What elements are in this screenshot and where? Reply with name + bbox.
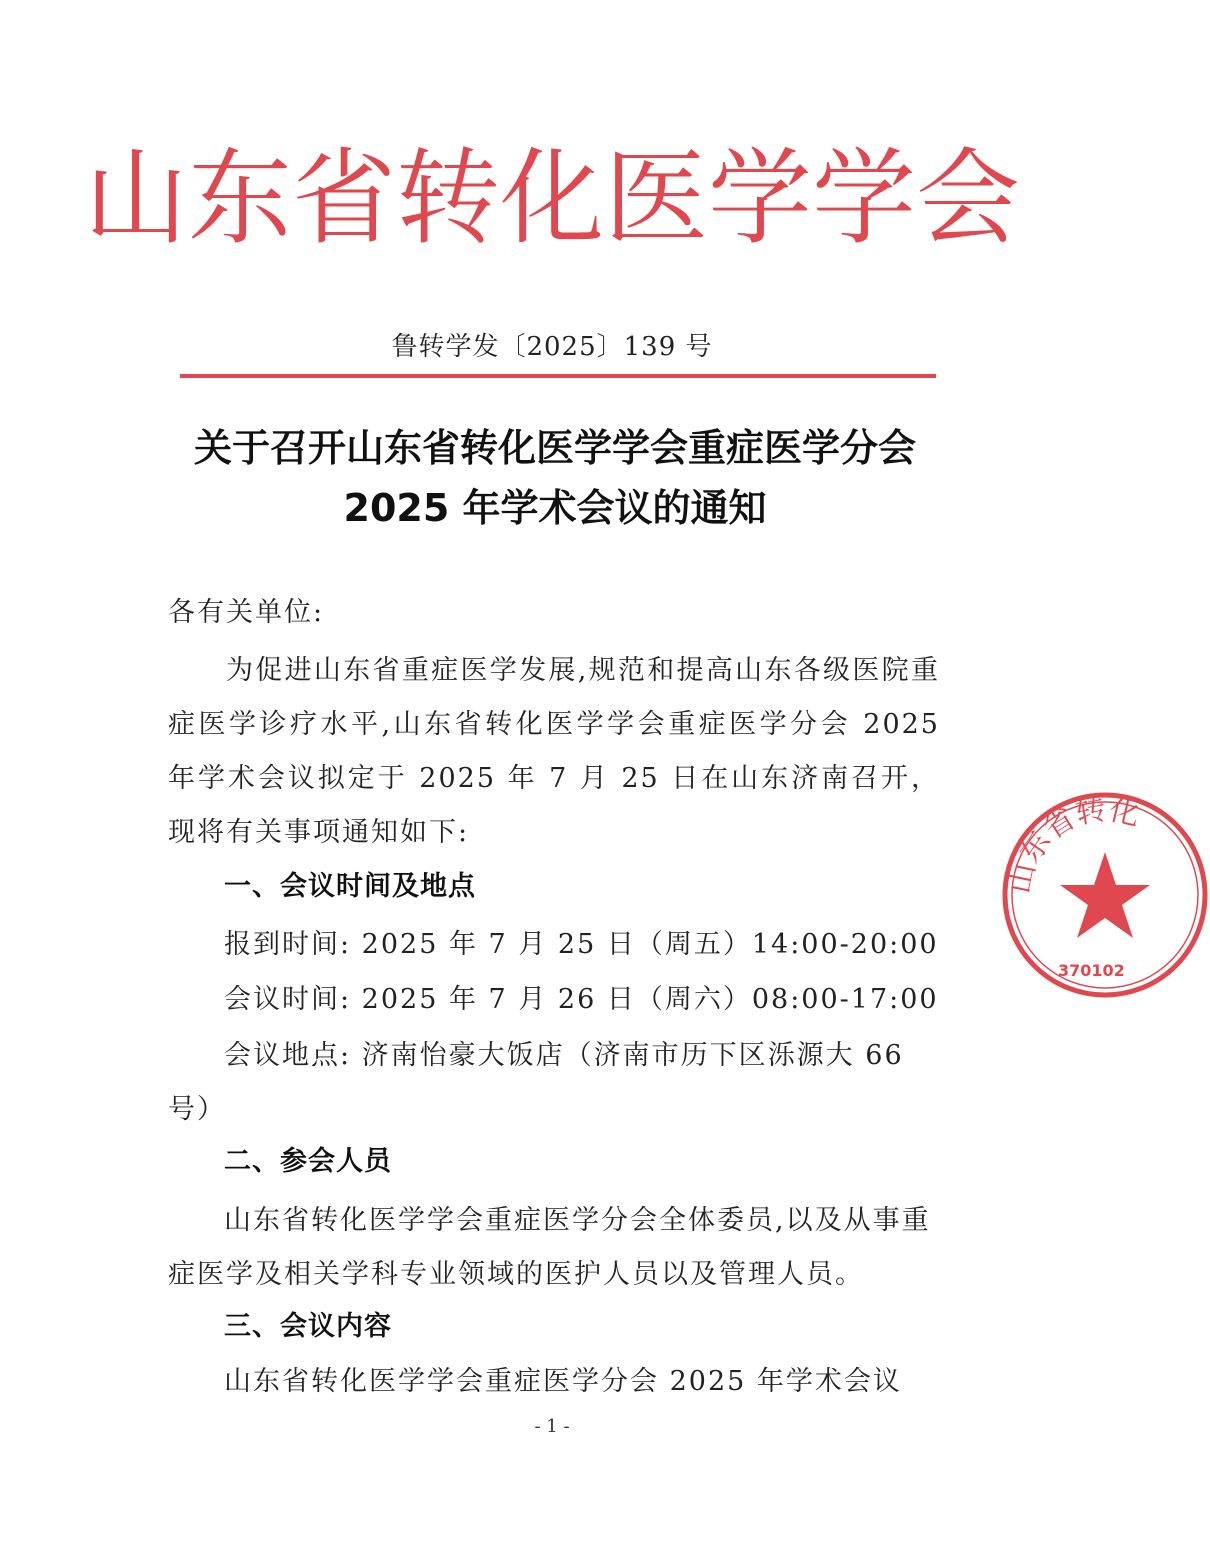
notice-title: 关于召开山东省转化医学学会重症医学分会 2025 年学术会议的通知 — [193, 426, 916, 530]
seal-icon — [1000, 790, 1210, 1000]
registration-time: 报到时间: 2025 年 7 月 25 日（周五）14:00-20:00 — [224, 929, 939, 960]
document-number: 鲁转学发〔2025〕139 号 — [391, 332, 713, 362]
attendees-paragraph: 山东省转化医学学会重症医学分会全体委员,以及从事重症医学及相关学科专业领域的医护人员以及管理人员。 — [168, 1205, 931, 1290]
meeting-venue: 会议地点: 济南怡豪大饭店（济南市历下区泺源大 66 号） — [168, 1040, 904, 1125]
red-divider-line — [180, 374, 936, 378]
seal-code: 370102 — [1058, 961, 1125, 980]
page-number: - 1 - — [534, 1416, 570, 1437]
section-heading-attendees: 二、参会人员 — [224, 1146, 392, 1177]
meeting-time: 会议时间: 2025 年 7 月 26 日（周六）08:00-17:00 — [224, 984, 939, 1015]
salutation: 各有关单位: — [168, 597, 325, 628]
section-heading-time-venue: 一、会议时间及地点 — [224, 871, 476, 902]
seal-text: 山东省转化 — [1002, 791, 1143, 897]
organization-title: 山东省转化医学学会 — [83, 137, 1020, 259]
section-heading-content: 三、会议内容 — [224, 1311, 392, 1342]
official-seal — [1000, 790, 1143, 1000]
content-paragraph: 山东省转化医学学会重症医学分会 2025 年学术会议 — [224, 1366, 902, 1397]
intro-paragraph: 为促进山东省重症医学发展,规范和提高山东各级医院重症医学诊疗水平,山东省转化医学学会重症医学分会 2025 年学术会议拟定于 2025 年 7 月 25 日在山东济南召开，现将有关事项通知如下: — [168, 655, 940, 848]
